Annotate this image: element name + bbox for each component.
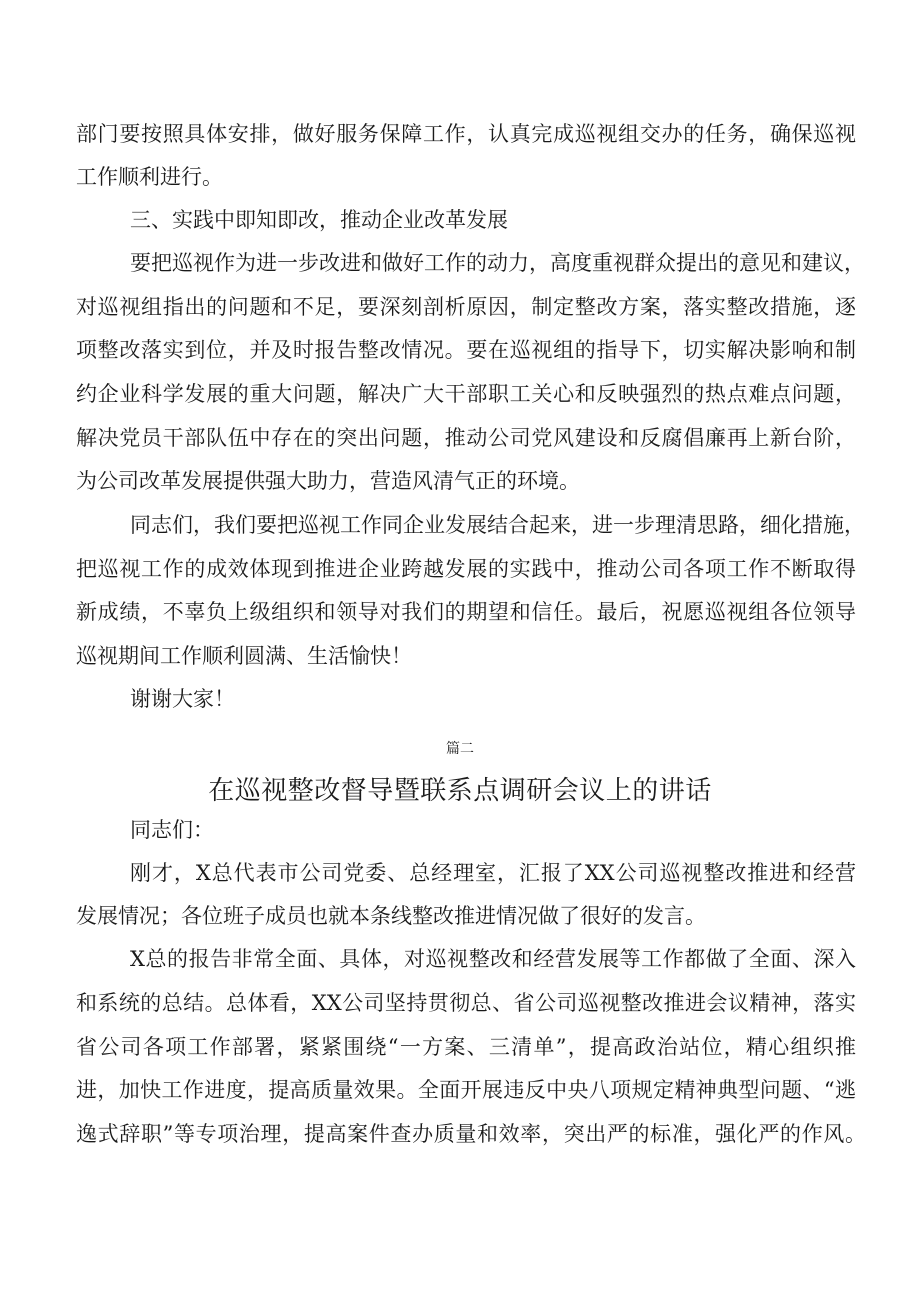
paragraph-line: 为公司改革发展提供强大助力，营造风清气正的环境。: [76, 469, 580, 493]
paragraph-line: 巡视期间工作顺利圆满、生活愉快！: [76, 644, 412, 668]
paragraph-line: 约企业科学发展的重大问题，解决广大干部职工关心和反映强烈的热点难点问题，: [76, 382, 856, 406]
section-label: 篇二: [446, 741, 474, 757]
paragraph-line: 要把巡视作为进一步改进和做好工作的动力，高度重视群众提出的意见和建议，: [130, 251, 865, 275]
paragraph-line: 同志们，我们要把巡视工作同企业发展结合起来，进一步理清思路，细化措施，: [130, 513, 865, 537]
closing-thanks: 谢谢大家！: [130, 687, 235, 711]
paragraph-line: 逸式辞职”等专项治理，提高案件查办质量和效率，突出严的标准，强化严的作风。: [76, 1122, 866, 1146]
paragraph-line: 新成绩，不辜负上级组织和领导对我们的期望和信任。最后，祝愿巡视组各位领导: [76, 600, 856, 624]
paragraph-line: 部门要按照具体安排，做好服务保障工作，认真完成巡视组交办的任务，确保巡视: [76, 122, 856, 146]
paragraph-line: 解决党员干部队伍中存在的突出问题，推动公司党风建设和反腐倡廉再上新台阶，: [76, 426, 856, 450]
paragraph-line: X总的报告非常全面、具体，对巡视整改和经营发展等工作都做了全面、深入: [130, 947, 856, 971]
paragraph-line: 工作顺利进行。: [76, 165, 223, 189]
speech-title: 在巡视整改督导暨联系点调研会议上的讲话: [208, 776, 712, 806]
paragraph-line: 项整改落实到位，并及时报告整改情况。要在巡视组的指导下，切实解决影响和制: [76, 338, 856, 362]
paragraph-line: 省公司各项工作部署，紧紧围绕“一方案、三清单”，提高政治站位，精心组织推: [76, 1035, 856, 1059]
paragraph-line: 发展情况；各位班子成员也就本条线整改推进情况做了很好的发言。: [76, 904, 706, 928]
paragraph-line: 刚才，X总代表市公司党委、总经理室，汇报了XX公司巡视整改推进和经营: [130, 861, 856, 885]
section-heading: 三、实践中即知即改，推动企业改革发展: [130, 208, 508, 232]
paragraph-line: 对巡视组指出的问题和不足，要深刻剖析原因，制定整改方案，落实整改措施，逐: [76, 295, 856, 319]
paragraph-line: 进，加快工作进度，提高质量效果。全面开展违反中央八项规定精神典型问题、“逃: [76, 1078, 856, 1102]
paragraph-line: 把巡视工作的成效体现到推进企业跨越发展的实践中，推动公司各项工作不断取得: [76, 557, 856, 581]
greeting: 同志们：: [130, 818, 214, 842]
paragraph-line: 和系统的总结。总体看，XX公司坚持贯彻总、省公司巡视整改推进会议精神，落实: [76, 991, 856, 1015]
